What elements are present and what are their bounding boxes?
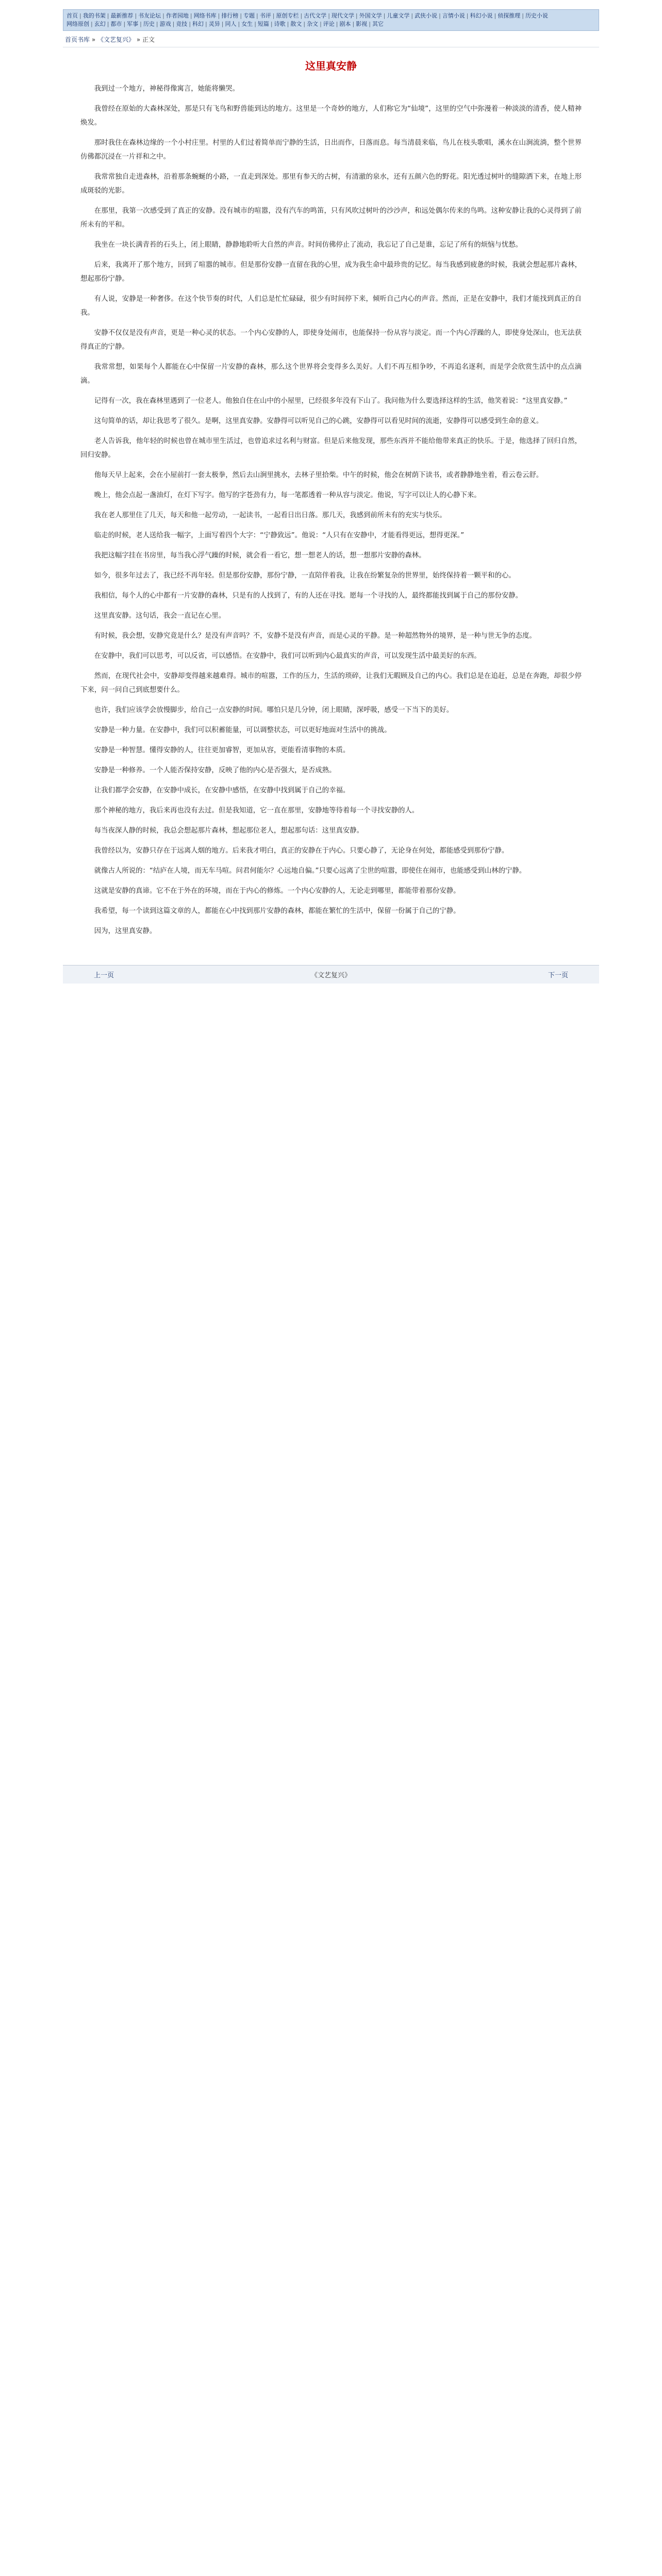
nav-link[interactable]: 玄幻 <box>94 21 106 27</box>
nav-link[interactable]: 网络原创 <box>67 21 89 27</box>
article-paragraph: 每当夜深人静的时候，我总会想起那片森林，想起那位老人，想起那句话：这里真安静。 <box>94 827 364 835</box>
nav-row-2 <box>67 20 595 28</box>
nav-separator: | <box>328 12 330 19</box>
nav-separator: | <box>172 21 175 27</box>
nav-separator: | <box>355 12 358 19</box>
article-paragraph: 就像古人所说的：“结庐在人境，而无车马喧。问君何能尔？心远地自偏。”只要心远离了尘世的喧嚣，即使住在闹市，也能感受到山林的宁静。 <box>94 867 526 875</box>
nav-separator: | <box>123 21 126 27</box>
nav-separator: | <box>107 21 109 27</box>
nav-link[interactable]: 都市 <box>110 21 122 27</box>
nav-separator: | <box>189 21 191 27</box>
nav-separator: | <box>107 12 109 19</box>
article-paragraph: 我曾经以为，安静只存在于远离人烟的地方。后来我才明白，真正的安静在于内心。只要心静了，无论身在何处，都能感受到那份宁静。 <box>94 847 509 855</box>
nav-link[interactable]: 科幻 <box>192 21 204 27</box>
nav-link[interactable]: 竞技 <box>176 21 188 27</box>
nav-separator: | <box>205 21 207 27</box>
article-paragraph: 晚上，他会点起一盏油灯，在灯下写字。他写的字苍劲有力，每一笔都透着一种从容与淡定。他说，写字可以让人的心静下来。 <box>94 492 481 499</box>
article-paragraph: 我坐在一块长满青苔的石头上，闭上眼睛，静静地聆听大自然的声音。时间仿佛停止了流动，我忘记了自己是谁，忘记了所有的烦恼与忧愁。 <box>94 241 523 249</box>
nav-separator: | <box>240 12 242 19</box>
article-paragraph: 这就是安静的真谛。它不在于外在的环境，而在于内心的修炼。一个内心安静的人，无论走到哪里，都能带着那份安静。 <box>94 887 460 895</box>
article-paragraph: 这句简单的话，却让我思考了很久。是啊，这里真安静。安静得可以听见自己的心跳，安静得可以看见时间的流逝，安静得可以感受到生命的意义。 <box>94 417 543 425</box>
nav-link[interactable]: 网络书库 <box>193 12 217 19</box>
article-paragraph: 因为，这里真安静。 <box>94 927 157 935</box>
nav-link[interactable]: 影视 <box>356 21 368 27</box>
nav-separator: | <box>270 21 273 27</box>
nav-link[interactable]: 科幻小说 <box>470 12 493 19</box>
nav-separator: | <box>238 21 240 27</box>
nav-link[interactable]: 灵异 <box>208 21 220 27</box>
article-paragraph: 他每天早上起来，会在小屋前打一套太极拳，然后去山涧里挑水，去林子里拾柴。中午的时候，他会在树荫下读书，或者静静地坐着，看云卷云舒。 <box>94 471 543 479</box>
article-paragraph: 我到过一个地方，神秘得像寓言，她能将懒哭。 <box>94 85 239 93</box>
nav-separator: | <box>320 21 322 27</box>
article-paragraph: 我常常独自走进森林，沿着那条蜿蜒的小路，一直走到深处。那里有参天的古树，有清澈的泉水，还有五颜六色的野花。阳光透过树叶的缝隙洒下来，在地上形成斑驳的光影。 <box>80 173 582 195</box>
nav-separator: | <box>91 21 93 27</box>
article-paragraph: 我常常想，如果每个人都能在心中保留一片安静的森林，那么这个世界将会变得多么美好。人们不再互相争吵，不再追名逐利，而是学会欣赏生活中的点点滴滴。 <box>80 363 582 385</box>
breadcrumb <box>63 31 599 47</box>
article-title: 这里真安静 <box>305 60 357 72</box>
nav-separator: | <box>221 21 224 27</box>
article-paragraph: 老人告诉我，他年轻的时候也曾在城市里生活过，也曾追求过名利与财富。但是后来他发现，那些东西并不能给他带来真正的快乐。于是，他选择了回归自然，回归安静。 <box>80 437 582 459</box>
nav-link[interactable]: 武侠小说 <box>415 12 438 19</box>
nav-link[interactable]: 作者园地 <box>166 12 189 19</box>
article-paragraph: 在那里，我第一次感受到了真正的安静。没有城市的喧嚣，没有汽车的鸣笛，只有风吹过树叶的沙沙声，和远处偶尔传来的鸟鸣。这种安静让我的心灵得到了前所未有的平和。 <box>80 207 582 229</box>
breadcrumb-separator: » <box>90 36 97 43</box>
nav-separator: | <box>79 12 81 19</box>
breadcrumb-book[interactable]: 《文艺复兴》 <box>97 36 135 43</box>
article-body <box>63 82 599 955</box>
article-paragraph: 安静是一种力量。在安静中，我们可以积蓄能量，可以调整状态，可以更好地面对生活中的挑战。 <box>94 726 391 734</box>
article-paragraph: 临走的时候，老人送给我一幅字，上面写着四个大字：“宁静致远”。他说：“人只有在安静中，才能看得更远，想得更深。” <box>94 532 465 539</box>
nav-link[interactable]: 诗歌 <box>274 21 286 27</box>
nav-separator: | <box>162 12 164 19</box>
nav-separator: | <box>140 21 142 27</box>
nav-link[interactable]: 书评 <box>259 12 271 19</box>
book-title-link[interactable]: 《文艺复兴》 <box>310 972 351 979</box>
article-paragraph: 然而，在现代社会中，安静却变得越来越难得。城市的喧嚣，工作的压力，生活的琐碎，让我们无暇顾及自己的内心。我们总是在追赶，总是在奔跑，却很少停下来，问一问自己到底想要什么。 <box>80 672 582 694</box>
nav-link[interactable]: 剧本 <box>339 21 351 27</box>
nav-link[interactable]: 原创专栏 <box>276 12 299 19</box>
nav-link[interactable]: 外国文学 <box>359 12 382 19</box>
nav-link[interactable]: 游戏 <box>159 21 171 27</box>
article-paragraph: 在安静中，我们可以思考，可以反省，可以感悟。在安静中，我们可以听到内心最真实的声音，可以发现生活中最美好的东西。 <box>94 652 481 660</box>
nav-link[interactable]: 最新推荐 <box>110 12 134 19</box>
nav-separator: | <box>369 21 371 27</box>
article-paragraph: 有时候，我会想，安静究竟是什么？是没有声音吗？不，安静不是没有声音，而是心灵的平静。是一种超然物外的境界，是一种与世无争的态度。 <box>94 632 536 640</box>
article-paragraph: 后来，我离开了那个地方，回到了喧嚣的城市。但是那份安静一直留在我的心里，成为我生命中最珍贵的记忆。每当我感到疲惫的时候，我就会想起那片森林，想起那份宁静。 <box>80 261 582 283</box>
nav-link[interactable]: 女生 <box>241 21 253 27</box>
nav-link[interactable]: 现代文学 <box>331 12 354 19</box>
page-wrapper <box>63 9 599 955</box>
breadcrumb-chapter: 正文 <box>142 36 155 43</box>
article-paragraph: 有人说，安静是一种奢侈。在这个快节奏的时代，人们总是忙忙碌碌，很少有时间停下来，倾听自己内心的声音。然而，正是在安静中，我们才能找到真正的自我。 <box>80 295 582 317</box>
nav-separator: | <box>383 12 386 19</box>
nav-link[interactable]: 排行榜 <box>221 12 239 19</box>
breadcrumb-home[interactable]: 首页书库 <box>65 36 90 43</box>
nav-link[interactable]: 儿童文学 <box>387 12 410 19</box>
nav-link[interactable]: 书友论坛 <box>138 12 161 19</box>
prev-page-link[interactable]: 上一页 <box>94 972 114 979</box>
nav-link[interactable]: 专题 <box>243 12 255 19</box>
next-page-link[interactable]: 下一页 <box>548 972 568 979</box>
article-paragraph: 这里真安静。这句话，我会一直记在心里。 <box>94 612 226 620</box>
article-paragraph: 我希望，每一个读到这篇文章的人，都能在心中找到那片安静的森林，都能在繁忙的生活中，保留一份属于自己的宁静。 <box>94 907 460 915</box>
nav-link[interactable]: 散文 <box>290 21 302 27</box>
nav-link[interactable]: 首页 <box>67 12 78 19</box>
nav-separator: | <box>522 12 524 19</box>
nav-separator: | <box>300 12 303 19</box>
nav-row-1 <box>67 12 595 20</box>
nav-separator: | <box>352 21 355 27</box>
nav-link[interactable]: 其它 <box>372 21 384 27</box>
breadcrumb-separator: » <box>135 36 142 43</box>
article-paragraph: 记得有一次，我在森林里遇到了一位老人。他独自住在山中的小屋里，已经很多年没有下山了。我问他为什么要选择这样的生活，他笑着说：“这里真安静。” <box>94 397 568 405</box>
article-paragraph: 我曾经在原始的大森林深处，那是只有飞鸟和野兽能到达的地方。这里是一个奇妙的地方，人们称它为“仙境”，这里的空气中弥漫着一种淡淡的清香，使人精神焕发。 <box>80 105 582 127</box>
nav-link[interactable]: 杂文 <box>307 21 319 27</box>
article-paragraph: 我把这幅字挂在书房里，每当我心浮气躁的时候，就会看一看它，想一想老人的话，想一想那片安静的森林。 <box>94 552 426 560</box>
nav-link[interactable]: 侦探推理 <box>498 12 521 19</box>
nav-separator: | <box>254 21 256 27</box>
article-paragraph: 我在老人那里住了几天，每天和他一起劳动，一起读书，一起看日出日落。那几天，我感到前所未有的充实与快乐。 <box>94 512 446 519</box>
article-paragraph: 如今，很多年过去了，我已经不再年轻。但是那份安静，那份宁静，一直陪伴着我，让我在纷繁复杂的世界里，始终保持着一颗平和的心。 <box>94 572 516 580</box>
nav-link[interactable]: 评论 <box>323 21 335 27</box>
article-paragraph: 安静是一种修养。一个人能否保持安静，反映了他的内心是否强大，是否成熟。 <box>94 767 336 774</box>
top-navigation <box>63 9 599 31</box>
nav-separator: | <box>466 12 469 19</box>
nav-separator: | <box>287 21 289 27</box>
nav-separator: | <box>135 12 137 19</box>
nav-link[interactable]: 短篇 <box>257 21 269 27</box>
article-paragraph: 那时我住在森林边缘的一个小村庄里。村里的人们过着简单而宁静的生活，日出而作，日落而息。每当清晨来临，鸟儿在枝头歌唱，溪水在山涧流淌，整个世界仿佛都沉浸在一片祥和之中。 <box>80 139 582 161</box>
article-paragraph: 也许，我们应该学会放慢脚步，给自己一点安静的时间。哪怕只是几分钟，闭上眼睛，深呼吸，感受一下当下的美好。 <box>94 706 454 714</box>
nav-link[interactable]: 同人 <box>225 21 237 27</box>
nav-separator: | <box>411 12 413 19</box>
nav-link[interactable]: 古代文学 <box>304 12 327 19</box>
bottom-pagination-bar <box>63 965 599 984</box>
article-paragraph: 我相信，每个人的心中都有一片安静的森林，只是有的人找到了，有的人还在寻找。愿每一个寻找的人，最终都能找到属于自己的那份安静。 <box>94 592 523 600</box>
nav-link[interactable]: 言情小说 <box>442 12 465 19</box>
article-paragraph: 让我们都学会安静，在安静中成长，在安静中感悟，在安静中找到属于自己的幸福。 <box>94 787 350 794</box>
article-paragraph: 那个神秘的地方，我后来再也没有去过。但是我知道，它一直在那里，安静地等待着每一个寻找安静的人。 <box>94 807 419 815</box>
nav-link[interactable]: 历史 <box>143 21 155 27</box>
nav-link[interactable]: 历史小说 <box>525 12 548 19</box>
nav-separator: | <box>336 21 338 27</box>
nav-separator: | <box>190 12 192 19</box>
nav-separator: | <box>156 21 158 27</box>
nav-link[interactable]: 我的书架 <box>82 12 106 19</box>
nav-separator: | <box>494 12 496 19</box>
nav-separator: | <box>218 12 220 19</box>
nav-separator: | <box>272 12 275 19</box>
nav-separator: | <box>303 21 306 27</box>
nav-link[interactable]: 军事 <box>127 21 139 27</box>
article-paragraph: 安静是一种智慧。懂得安静的人，往往更加睿智，更加从容，更能看清事物的本质。 <box>94 747 350 754</box>
article-paragraph: 安静不仅仅是没有声音，更是一种心灵的状态。一个内心安静的人，即使身处闹市，也能保持一份从容与淡定。而一个内心浮躁的人，即使身处深山，也无法获得真正的宁静。 <box>80 329 582 351</box>
nav-separator: | <box>256 12 258 19</box>
nav-separator: | <box>439 12 441 19</box>
